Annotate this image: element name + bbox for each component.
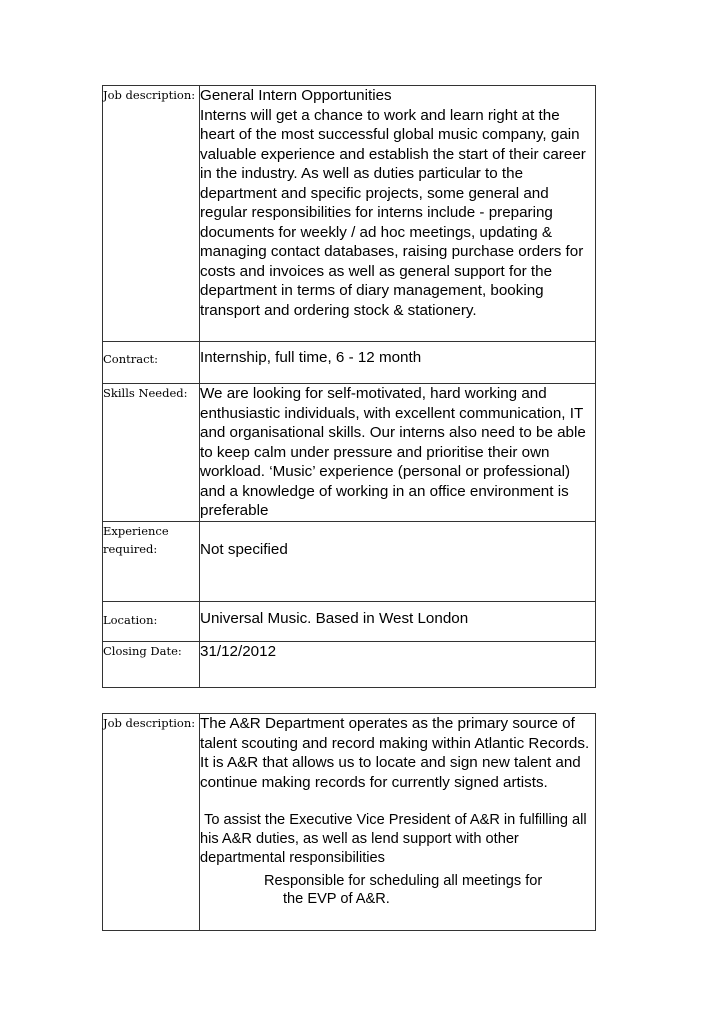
ar-bullet-line-1: Responsible for scheduling all meetings for <box>264 873 543 889</box>
closing-date-value: 31/12/2012 <box>200 641 596 687</box>
ar-paragraph-2: To assist the Executive Vice President of A&R in fulfilling all his A&R duties, as well as lend support with other departmental responsibilities <box>200 812 591 866</box>
job-table-atlantic <box>102 713 596 931</box>
ar-paragraph-1: The A&R Department operates as the primary source of talent scouting and record making within Atlantic Records. It is A&R that allows us to locate and sign new talent and continue making records for currently signed artists. <box>200 715 590 791</box>
skills-label: Skills Needed: <box>103 384 200 522</box>
job-description-label: Job description: <box>103 86 200 342</box>
job-description-text: Interns will get a chance to work and learn right at the heart of the most successful global music company, gain valuable experience and establish the start of their career in the industry. As well as duties particular to the department and specific projects, some general and regular responsibilities for interns include - preparing documents for weekly / ad hoc meetings, updating & managing contact databases, raising purchase orders for costs and invoices as well as general support for the department in terms of diary management, booking transport and ordering stock & stationery. <box>200 106 586 319</box>
location-value: Universal Music. Based in West London <box>200 601 596 641</box>
job-table-universal <box>102 85 596 688</box>
closing-date-label: Closing Date: <box>103 641 200 687</box>
contract-label: Contract: <box>103 342 200 384</box>
contract-value: Internship, full time, 6 - 12 month <box>200 342 596 384</box>
contract-row <box>103 342 596 384</box>
ar-bullet-line-2: the EVP of A&R. <box>283 891 390 907</box>
experience-label: Experience required: <box>103 521 200 601</box>
skills-row <box>103 384 596 522</box>
skills-value: We are looking for self-motivated, hard working and enthusiastic individuals, with excellent communication, IT and organisational skills. Our interns also need to be able to keep calm under pressure and prioritise their own workload. ‘Music’ experience (personal or professional) and a knowledge of working in an office environment is preferable <box>200 384 596 522</box>
location-row <box>103 601 596 641</box>
closing-date-row <box>103 641 596 687</box>
experience-row <box>103 521 596 601</box>
ar-job-description-cell <box>200 714 596 931</box>
job-description-row <box>103 86 596 342</box>
ar-job-description-label: Job description: <box>103 714 200 931</box>
experience-value: Not specified <box>200 521 596 601</box>
job-title: General Intern Opportunities <box>200 87 392 104</box>
job-description-cell <box>200 86 596 342</box>
location-label: Location: <box>103 601 200 641</box>
ar-job-description-row <box>103 714 596 931</box>
